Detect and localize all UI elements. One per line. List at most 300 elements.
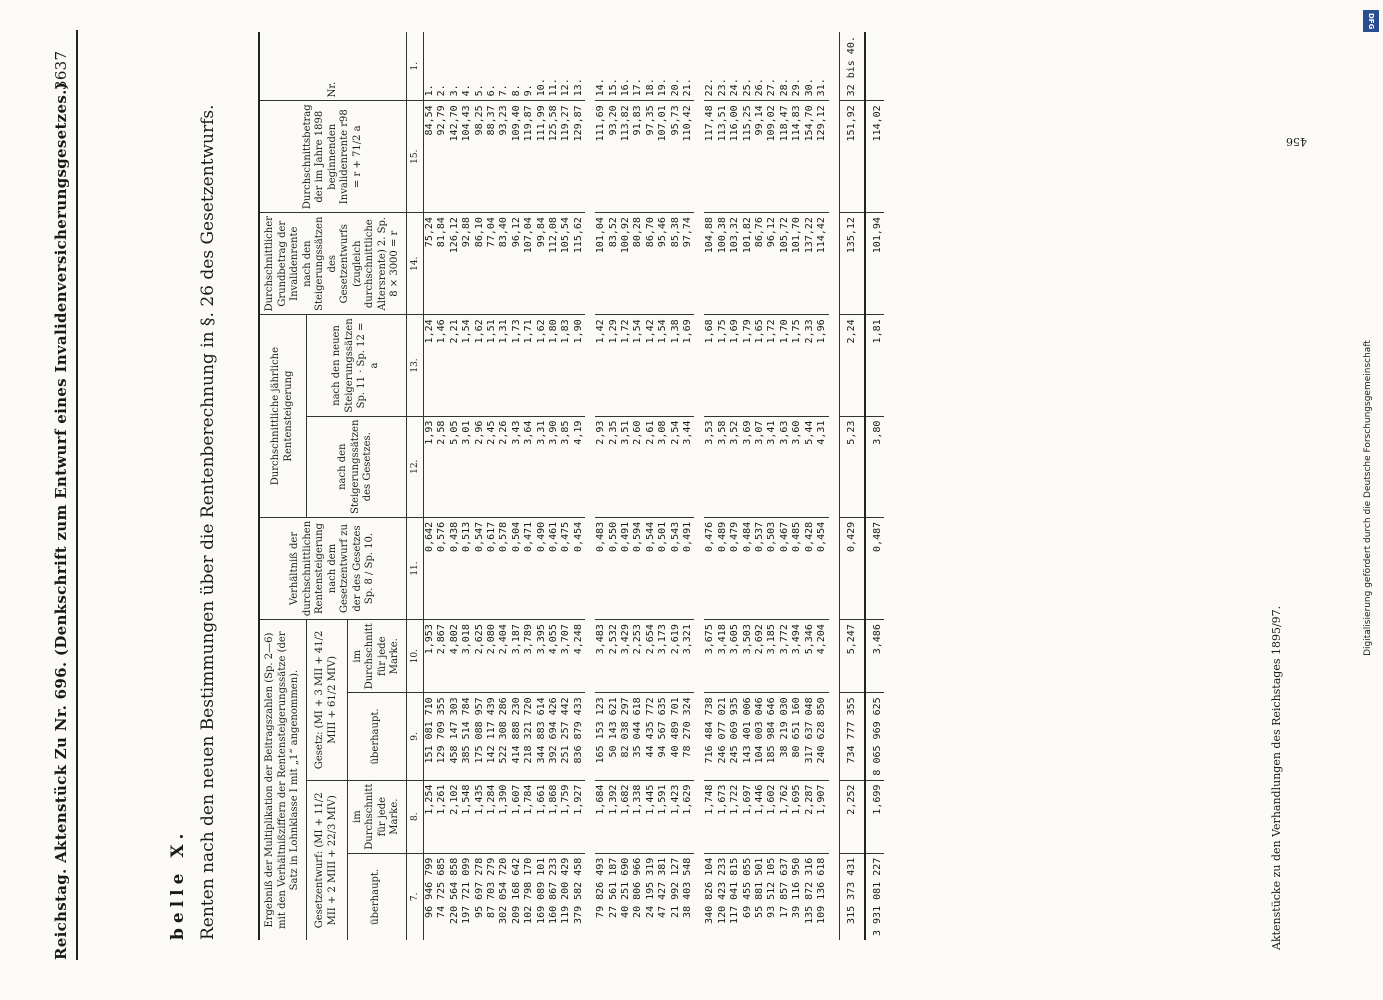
table-row: [704, 32, 716, 940]
table-cell: 0,504: [511, 517, 523, 619]
table-cell: 3,707: [560, 620, 572, 693]
table-cell: 0,489: [717, 517, 729, 619]
table-cell: 1,73: [511, 315, 523, 416]
table-cell: 111,99: [536, 101, 548, 213]
table-cell: 5,247: [839, 620, 865, 693]
table-cell: 0,503: [766, 517, 778, 619]
table-cell: 83,40: [498, 213, 510, 315]
header-entwurf: Gesetzentwurf: (MI + 11/2 MII + 2 MIII + 22/3 MIV): [306, 780, 347, 940]
table-cell: 0,547: [474, 517, 486, 619]
table-cell: 98,25: [474, 101, 486, 213]
table-cell: 220 564 858: [449, 853, 461, 940]
table-cell: 0,578: [498, 517, 510, 619]
table-cell: 9.: [523, 84, 535, 97]
table-cell: 4,31: [816, 416, 828, 517]
table-cell: 2,253: [632, 620, 644, 693]
column-number: 8.: [406, 780, 423, 853]
table-cell: 27.: [766, 78, 778, 97]
table-cell: 3,07: [754, 416, 766, 517]
table-cell: 3 931 081 227: [865, 853, 884, 940]
table-cell: 2,61: [645, 416, 657, 517]
table-cell: 110,42: [682, 101, 694, 213]
table-cell: 69 455 055: [742, 853, 754, 940]
table-cell: 1,71: [523, 315, 535, 416]
table-cell: 29.: [791, 78, 803, 97]
header-title: Reichstag. Aktenstück Zu Nr. 696. (Denkschrift zum Entwurf eines Invalidenversicherungsgesetzes.): [52, 82, 70, 960]
table-cell: 1,762: [779, 780, 791, 853]
table-cell: 118,47: [779, 101, 791, 213]
table-cell: 3,80: [865, 416, 884, 517]
table-cell: 16.: [620, 78, 631, 97]
table-cell: 96 946 799: [423, 853, 436, 940]
table-cell: 3,63: [779, 416, 791, 517]
table-cell: 1,445: [645, 780, 657, 853]
table-cell: 93 512 105: [766, 853, 778, 940]
table-cell: 0,485: [791, 517, 803, 619]
header-avg-increase: Durchschnittliche jährliche Rentensteigerung: [259, 315, 306, 517]
table-cell: 0,484: [742, 517, 754, 619]
table-cell: 1,682: [620, 780, 632, 853]
table-cell: 30.: [803, 78, 815, 97]
column-number-row: [406, 32, 423, 940]
table-row: [729, 32, 741, 940]
table-row: [645, 32, 657, 940]
table-row: [754, 32, 766, 940]
table-row: [717, 32, 729, 940]
table-cell: 3,483: [595, 620, 607, 693]
column-number: 15.: [406, 101, 423, 213]
table-cell: 101,04: [595, 213, 607, 315]
table-cell: 2,60: [632, 416, 644, 517]
table-cell: 119 200 429: [560, 853, 572, 940]
table-cell: 1,784: [523, 780, 535, 853]
table-cell: 3,173: [657, 620, 669, 693]
table-cell: 3,31: [536, 416, 548, 517]
table-cell: 129,87: [573, 101, 585, 213]
table-cell: 97,35: [645, 101, 657, 213]
table-cell: 3,185: [766, 620, 778, 693]
table-cell: 115,62: [573, 213, 585, 315]
table-cell: 1,38: [670, 315, 682, 416]
table-cell: 112,08: [548, 213, 560, 315]
table-cell: 0,550: [608, 517, 620, 619]
column-number: 9.: [406, 693, 423, 780]
table-cell: 1,70: [779, 315, 791, 416]
table-row: [536, 32, 548, 940]
table-cell: 1,907: [816, 780, 828, 853]
table-cell: 114,02: [865, 101, 884, 213]
header-ratio: Verhältniß der durchschnittlichen Rentensteigerung nach dem Gesetzentwurf zu der des Gesetzes Sp. 8 / Sp. 10.: [259, 517, 406, 619]
table-cell: 4,055: [548, 620, 560, 693]
table-cell: 317 637 048: [804, 693, 816, 780]
table-cell: 165 153 123: [595, 693, 607, 780]
table-cell: 1,79: [742, 315, 754, 416]
table-cell: 25.: [741, 78, 753, 97]
table-cell: 2,287: [804, 780, 816, 853]
table-cell: 47 427 381: [657, 853, 669, 940]
table-cell: 143 401 006: [742, 693, 754, 780]
column-number: 12.: [406, 416, 423, 517]
table-cell: [865, 32, 884, 101]
table-cell: 3,018: [461, 620, 473, 693]
table-cell: 97,74: [682, 213, 694, 315]
table-cell: 1,684: [595, 780, 607, 853]
table-cell: 86,76: [754, 213, 766, 315]
header-nr: Nr.: [259, 32, 406, 101]
table-cell: 95,73: [670, 101, 682, 213]
table-cell: 2,080: [486, 620, 498, 693]
table-cell: 44 435 772: [645, 693, 657, 780]
header-group-multiplication: Ergebniß der Multiplikation der Beitragszahlen (Sp. 2—6) mit den Verhältnißziffern der Rentensteigerungssätze (der Satz in Lohnklasse I mit „1“ angenommen).: [259, 620, 306, 940]
table-cell: 126,12: [449, 213, 461, 315]
header-rule: [76, 30, 78, 960]
table-cell: 129 709 355: [436, 693, 448, 780]
table-cell: 5,05: [449, 416, 461, 517]
table-cell: 0,487: [865, 517, 884, 619]
table-cell: 8 065 969 625: [865, 693, 884, 780]
table-cell: 1,699: [865, 780, 884, 853]
table-cell: 3,58: [717, 416, 729, 517]
table-cell: 115,25: [742, 101, 754, 213]
table-cell: 2,619: [670, 620, 682, 693]
table-cell: 31.: [816, 78, 828, 97]
table-cell: 3,60: [791, 416, 803, 517]
table-cell: 105,72: [779, 213, 791, 315]
table-cell: 3,43: [511, 416, 523, 517]
table-cell: 0,543: [670, 517, 682, 619]
table-row: [573, 32, 585, 940]
table-cell: 99,14: [754, 101, 766, 213]
table-cell: 1,80: [548, 315, 560, 416]
table-cell: 100,92: [620, 213, 632, 315]
table-cell: 117,48: [704, 101, 716, 213]
table-cell: 0,501: [657, 517, 669, 619]
table-cell: 102 798 170: [523, 853, 535, 940]
table-cell: 1,338: [632, 780, 644, 853]
table-cell: 80,28: [632, 213, 644, 315]
table-cell: 1,83: [560, 315, 572, 416]
table-cell: 10.: [535, 78, 547, 97]
table-cell: 107,04: [523, 213, 535, 315]
table-cell: 1,65: [754, 315, 766, 416]
table-cell: 84,54: [423, 101, 436, 213]
table-row: [620, 32, 632, 940]
table-cell: 3,772: [779, 620, 791, 693]
table-row: [682, 32, 694, 940]
table-cell: 3,494: [791, 620, 803, 693]
table-cell: 2,654: [645, 620, 657, 693]
table-cell: 96,12: [511, 213, 523, 315]
table-cell: 154,70: [804, 101, 816, 213]
table-cell: 17 857 637: [779, 853, 791, 940]
table-cell: 101,94: [865, 213, 884, 315]
table-cell: 197 721 099: [461, 853, 473, 940]
table-cell: 218 321 720: [523, 693, 535, 780]
dfg-logo: DFG: [1363, 10, 1379, 32]
table-cell: 0,483: [595, 517, 607, 619]
table-cell: 1,284: [486, 780, 498, 853]
table-cell: 100,38: [717, 213, 729, 315]
group-spacer: [694, 32, 704, 940]
table-cell: 151,92: [839, 101, 865, 213]
table-cell: 104 003 046: [754, 693, 766, 780]
table-cell: 105,54: [560, 213, 572, 315]
table-cell: 2,93: [595, 416, 607, 517]
table-cell: 135 872 316: [804, 853, 816, 940]
table-cell: 38 403 548: [682, 853, 694, 940]
table-cell: 2,58: [436, 416, 448, 517]
table-row: [657, 32, 669, 940]
table-cell: 3,486: [865, 620, 884, 693]
spacer-cell: [694, 32, 704, 940]
table-cell: 0,490: [536, 517, 548, 619]
column-number: 7.: [406, 853, 423, 940]
table-cell: 77,04: [486, 213, 498, 315]
table-cell: 414 888 230: [511, 693, 523, 780]
table-cell: 101,70: [791, 213, 803, 315]
table-cell: 2,54: [670, 416, 682, 517]
table-cell: 93,20: [608, 101, 620, 213]
header-total-entwurf: überhaupt.: [347, 853, 406, 940]
table-cell: 0,491: [682, 517, 694, 619]
table-cell: 3,08: [657, 416, 669, 517]
table-cell: 40 489 701: [670, 693, 682, 780]
table-cell: 3,51: [620, 416, 632, 517]
table-cell: 24 195 319: [645, 853, 657, 940]
column-number: 1.: [406, 32, 423, 101]
table-subtitle: Renten nach den neuen Bestimmungen über die Rentenberechnung in §. 26 des Gesetzentwurfs.: [198, 104, 218, 940]
table-cell: 114,42: [816, 213, 828, 315]
table-cell: 0,454: [816, 517, 828, 619]
table-cell: 3,52: [729, 416, 741, 517]
footer-note: Aktenstücke zu den Verhandlungen des Reichstages 1895/97.: [1270, 605, 1283, 950]
table-cell: 392 694 426: [548, 693, 560, 780]
table-cell: 0,475: [560, 517, 572, 619]
table-cell: 35 044 618: [632, 693, 644, 780]
table-cell: 185 984 646: [766, 693, 778, 780]
table-cell: 1,51: [486, 315, 498, 416]
table-row: [816, 32, 828, 940]
table-cell: 1,62: [474, 315, 486, 416]
table-cell: 209 168 642: [511, 853, 523, 940]
table-cell: 0,476: [704, 517, 716, 619]
table-cell: 2,625: [474, 620, 486, 693]
table-row: [791, 32, 803, 940]
table-cell: 5.: [473, 84, 485, 97]
table-cell: 18.: [644, 78, 656, 97]
table-cell: 340 826 104: [704, 853, 716, 940]
table-cell: 1,392: [608, 780, 620, 853]
table-cell: 24.: [729, 78, 741, 97]
table-cell: 85,38: [670, 213, 682, 315]
table-cell: 1,548: [461, 780, 473, 853]
table-cell: 2,24: [839, 315, 865, 416]
table-cell: 19.: [657, 78, 669, 97]
table-row: [742, 32, 754, 940]
table-cell: 3,605: [729, 620, 741, 693]
group-spacer: [829, 32, 840, 940]
table-row: [461, 32, 473, 940]
table-cell: 93,23: [498, 101, 510, 213]
table-cell: 5,44: [804, 416, 816, 517]
table-cell: 1,435: [474, 780, 486, 853]
table-cell: 0,544: [645, 517, 657, 619]
table-cell: 302 054 720: [498, 853, 510, 940]
table-cell: 160 867 233: [548, 853, 560, 940]
table-cell: 1,748: [704, 780, 716, 853]
running-header: [52, 50, 70, 960]
table-cell: 2,33: [804, 315, 816, 416]
table-cell: 1.: [423, 84, 435, 97]
table-cell: 151 081 710: [423, 693, 436, 780]
table-cell: 1,697: [742, 780, 754, 853]
table-cell: 0,479: [729, 517, 741, 619]
table-cell: 11.: [547, 78, 559, 97]
table-cell: 1,722: [729, 780, 741, 853]
table-cell: 3,85: [560, 416, 572, 517]
table-cell: 5,346: [804, 620, 816, 693]
table-cell: 1,54: [657, 315, 669, 416]
table-cell: 1,927: [573, 780, 585, 853]
table-cell: 1,868: [548, 780, 560, 853]
table-cell: 80 651 160: [791, 693, 803, 780]
table-cell: 3,01: [461, 416, 473, 517]
table-cell: 26.: [754, 78, 766, 97]
table-cell: 2,26: [498, 416, 510, 517]
table-cell: 86,70: [645, 213, 657, 315]
table-cell: 91,83: [632, 101, 644, 213]
table-cell: 1,75: [791, 315, 803, 416]
table-row: [632, 32, 644, 940]
table-cell: 7.: [498, 84, 510, 97]
table-row: [779, 32, 791, 940]
table-cell: 111,69: [595, 101, 607, 213]
table-cell: 1,390: [498, 780, 510, 853]
table-cell: 101,82: [742, 213, 754, 315]
table-cell: 39 116 950: [791, 853, 803, 940]
table-cell: 1,62: [536, 315, 548, 416]
table-cell: 4,248: [573, 620, 585, 693]
table-cell: 1,46: [436, 315, 448, 416]
table-cell: 344 883 614: [536, 693, 548, 780]
table-cell: 1,953: [423, 620, 436, 693]
table-cell: 96,12: [766, 213, 778, 315]
table-cell: 1,759: [560, 780, 572, 853]
table-cell: 1,607: [511, 780, 523, 853]
table-cell: 3,64: [523, 416, 535, 517]
table-cell: 0,576: [436, 517, 448, 619]
header-total-gesetz: überhaupt.: [347, 693, 406, 780]
header-by-old-rates: nach den Steigerungssätzen des Gesetzes.: [306, 416, 406, 517]
table-cell: 40 251 690: [620, 853, 632, 940]
table-row: [423, 32, 436, 940]
table-cell: 0,594: [632, 517, 644, 619]
table-row: [595, 32, 607, 940]
table-cell: 836 879 433: [573, 693, 585, 780]
table-cell: 3,429: [620, 620, 632, 693]
table-cell: 245 069 935: [729, 693, 741, 780]
table-cell: 175 088 957: [474, 693, 486, 780]
table-cell: 0,537: [754, 517, 766, 619]
table-cell: 2.: [436, 84, 448, 97]
table-cell: 2,692: [754, 620, 766, 693]
table-cell: 2,102: [449, 780, 461, 853]
table-cell: 137,22: [804, 213, 816, 315]
table-cell: 4,19: [573, 416, 585, 517]
digitization-note: Digitalisierung gefördert durch die Deutsche Forschungsgemeinschaft: [1363, 340, 1373, 656]
table-cell: 1,591: [657, 780, 669, 853]
table-cell: 21.: [682, 78, 694, 97]
table-cell: 92,79: [436, 101, 448, 213]
table-cell: 2,21: [449, 315, 461, 416]
table-cell: 22.: [704, 78, 716, 97]
table-cell: 3,418: [717, 620, 729, 693]
table-cell: 2,252: [839, 780, 865, 853]
table-cell: 3,90: [548, 416, 560, 517]
table-row: [523, 32, 535, 940]
table-cell: 0,617: [486, 517, 498, 619]
header-by-new-rates: nach den neuen Steigerungssätzen Sp. 11 · Sp. 12 = a: [306, 315, 406, 416]
table-cell: 50 143 621: [608, 693, 620, 780]
header-gesetz: Gesetz: (MI + 3 MII + 41/2 MIII + 61/2 MIV): [306, 620, 347, 780]
table-cell: 113,51: [717, 101, 729, 213]
table-cell: 142,70: [449, 101, 461, 213]
table-cell: 94 567 635: [657, 693, 669, 780]
table-cell: 74 725 685: [436, 853, 448, 940]
table-row: [670, 32, 682, 940]
table-cell: 2,96: [474, 416, 486, 517]
table-cell: 3,675: [704, 620, 716, 693]
table-cell: 28.: [778, 78, 790, 97]
table-cell: 55 881 501: [754, 853, 766, 940]
table-cell: 1,90: [573, 315, 585, 416]
table-cell: 1,31: [498, 315, 510, 416]
table-cell: 142 117 439: [486, 693, 498, 780]
table-cell: 0,428: [804, 517, 816, 619]
table-cell: 119,27: [560, 101, 572, 213]
table-cell: 103,32: [729, 213, 741, 315]
table-cell: 522 308 286: [498, 693, 510, 780]
table-cell: 21 992 127: [670, 853, 682, 940]
table-cell: 38 219 030: [779, 693, 791, 780]
spacer-cell: [829, 32, 840, 940]
table-cell: 1,24: [423, 315, 436, 416]
table-title: belle X.: [168, 828, 188, 940]
table-row: [608, 32, 620, 940]
table-cell: 1,72: [620, 315, 632, 416]
table-cell: 251 257 442: [560, 693, 572, 780]
table-cell: 109 136 618: [816, 853, 828, 940]
table-cell: 2,404: [498, 620, 510, 693]
table-cell: 92,88: [461, 213, 473, 315]
table-cell: 1,29: [608, 315, 620, 416]
table-cell: 4,802: [449, 620, 461, 693]
table-row: [804, 32, 816, 940]
table-cell: 1,72: [766, 315, 778, 416]
table-cell: 0,467: [779, 517, 791, 619]
table-row: [865, 32, 884, 940]
table-cell: 2,45: [486, 416, 498, 517]
table-cell: 12.: [560, 78, 572, 97]
table-cell: 1,69: [682, 315, 694, 416]
table-cell: 2,35: [608, 416, 620, 517]
table-body: [423, 32, 884, 940]
table-row: [766, 32, 778, 940]
table-cell: 3,69: [742, 416, 754, 517]
header-avg-pension-1898: Durchschnittsbetrag der im Jahre 1898 beginnenden Invalidenrente r98 = r + 71/2 a: [259, 101, 406, 213]
table-cell: 99,84: [536, 213, 548, 315]
table-cell: 1,254: [423, 780, 436, 853]
